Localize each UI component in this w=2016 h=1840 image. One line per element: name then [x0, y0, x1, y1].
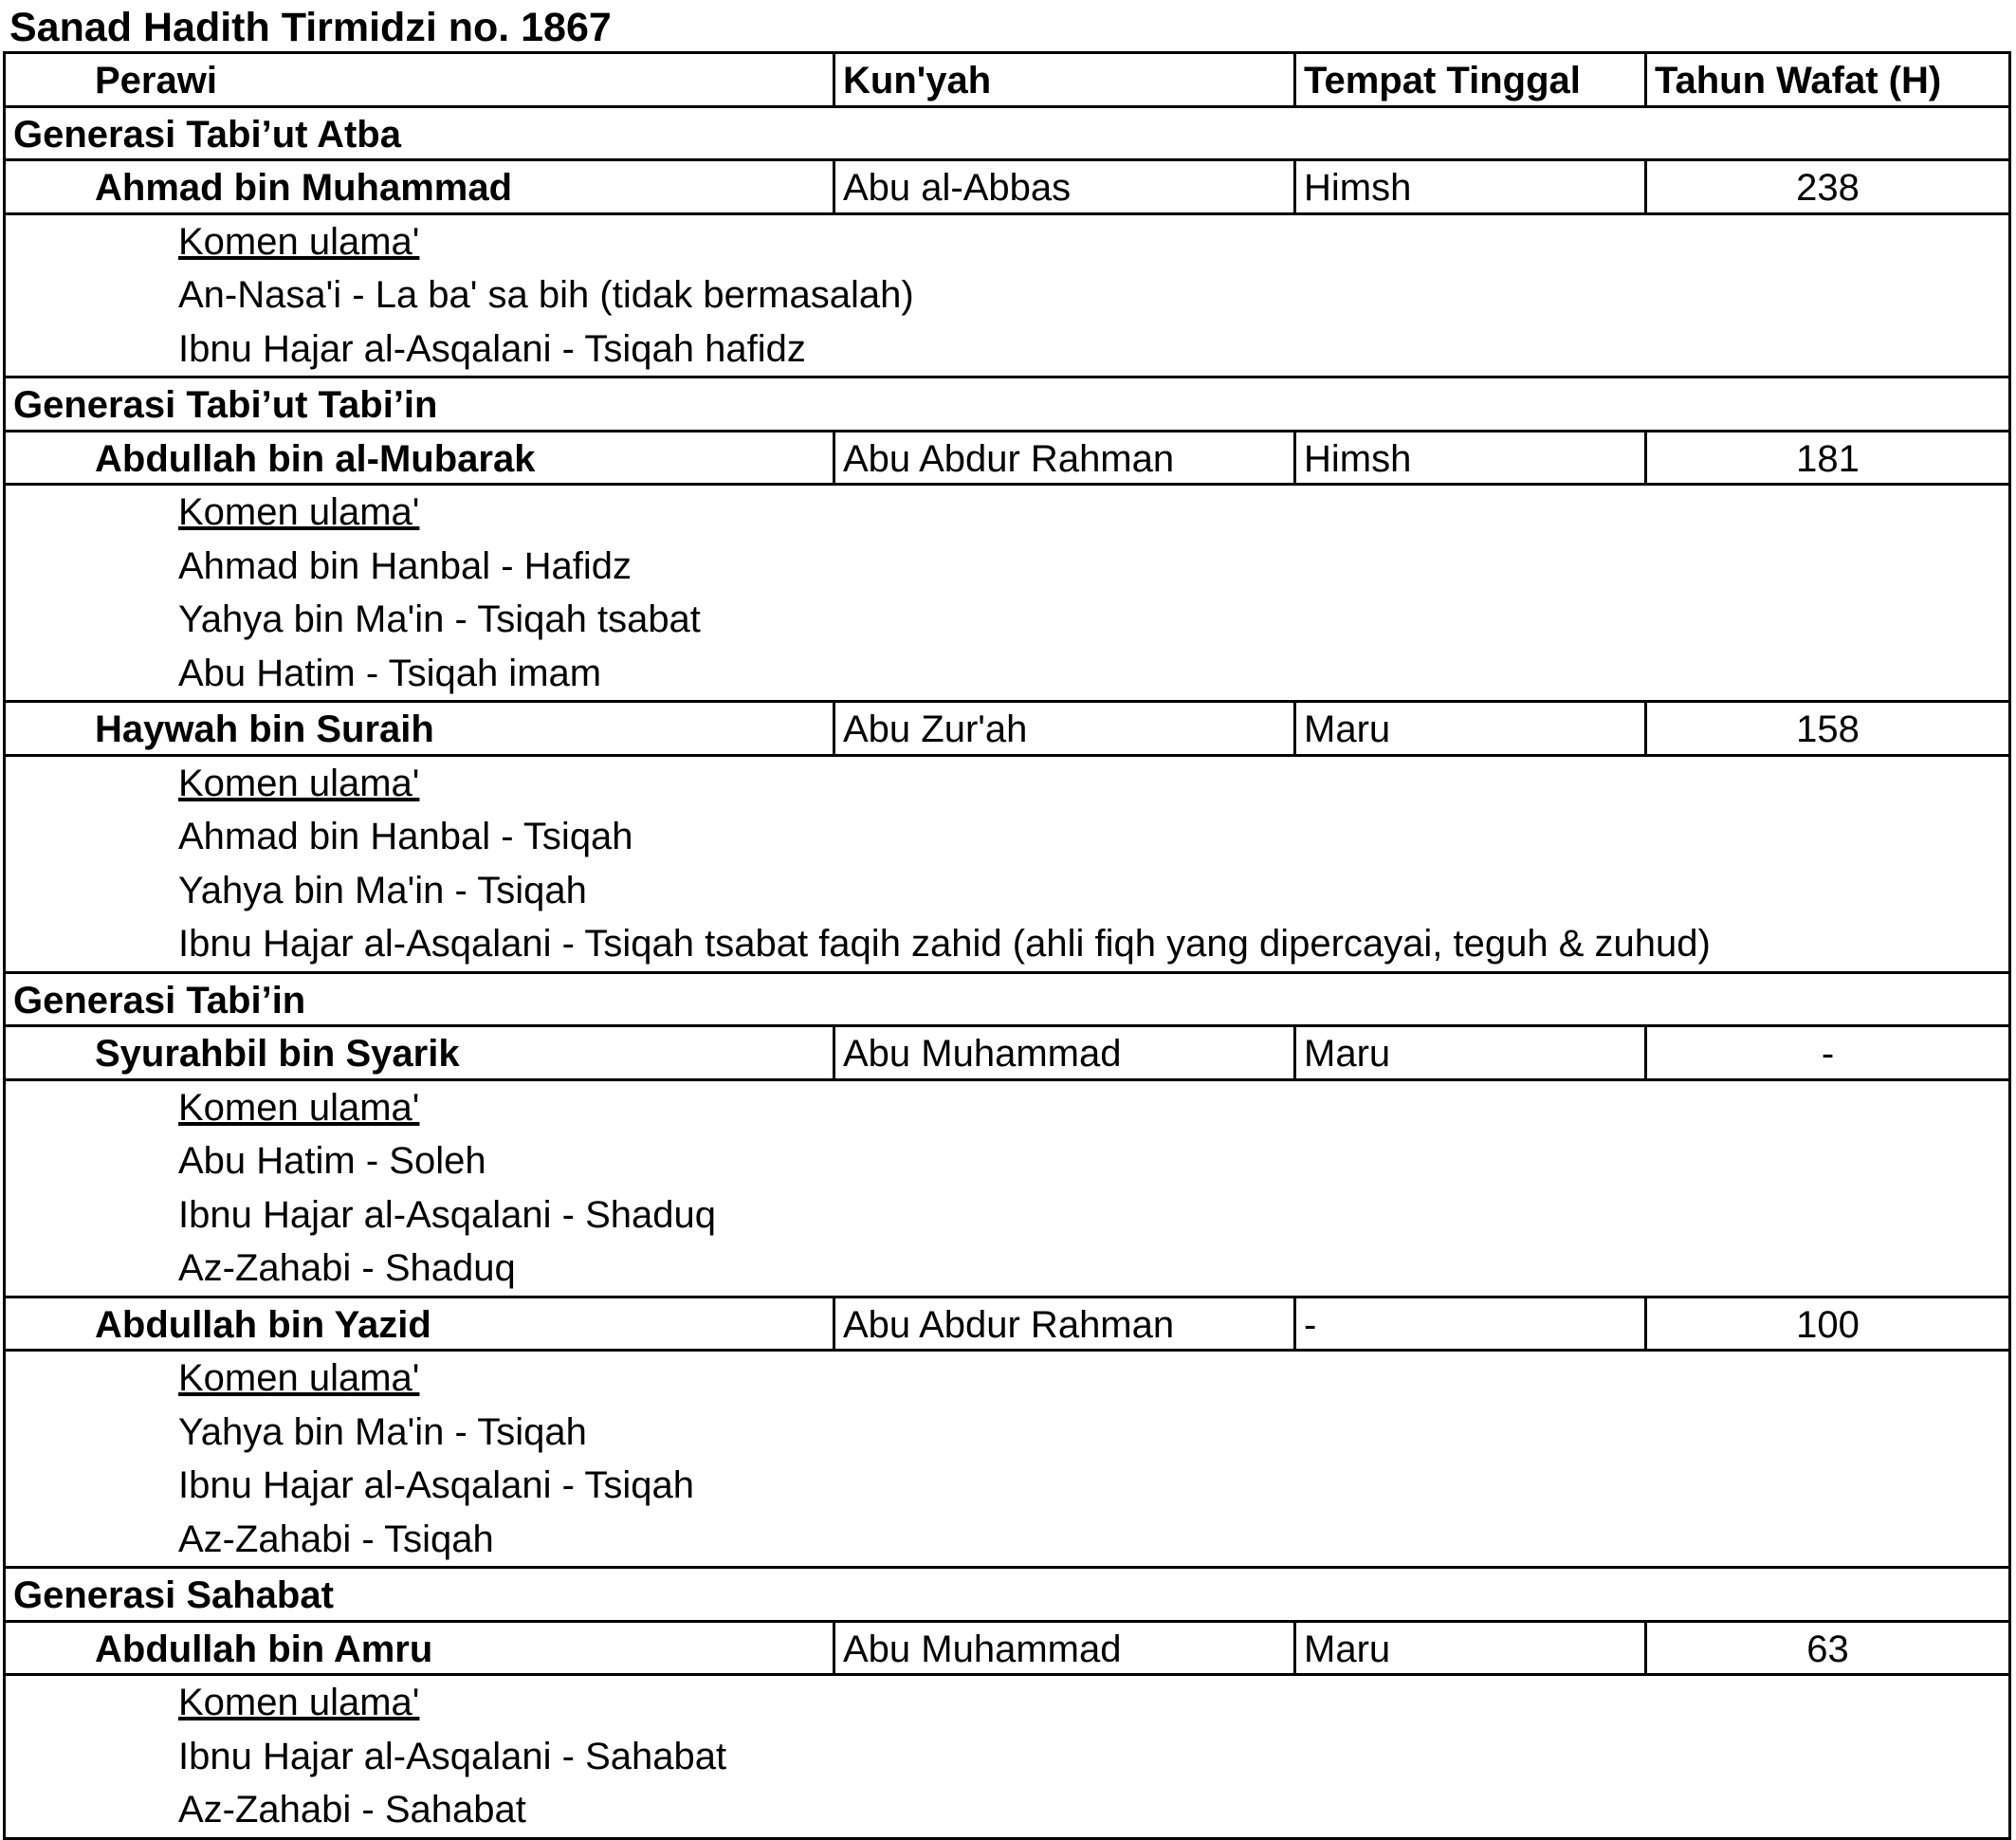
narrator-name: Syurahbil bin Syarik	[95, 1033, 460, 1075]
narrator-kunyah: Abu Zur'ah	[833, 703, 1293, 754]
generation-row	[6, 974, 2008, 1028]
generation-label: Generasi Sahabat	[13, 1574, 334, 1616]
table-header	[6, 54, 2008, 108]
comment-line: Az-Zahabi - Shaduq	[178, 1247, 516, 1289]
comment-line: Ibnu Hajar al-Asqalani - Tsiqah tsabat faqih zahid (ahli fiqh yang dipercayai, teguh & zuhud)	[178, 923, 1711, 965]
comment-line: Yahya bin Ma'in - Tsiqah tsabat	[178, 598, 701, 640]
narrator-row	[6, 1298, 2008, 1352]
comments-block	[6, 1081, 2008, 1298]
comments-block	[6, 1676, 2008, 1840]
narrator-place: Maru	[1293, 703, 1644, 754]
narrator-row	[6, 161, 2008, 215]
narrator-name: Ahmad bin Muhammad	[95, 167, 513, 209]
table-body	[6, 108, 2008, 1840]
comment-line: Yahya bin Ma'in - Tsiqah	[178, 1410, 587, 1453]
narrator-death-year: -	[1644, 1027, 2008, 1078]
narrator-kunyah: Abu Abdur Rahman	[833, 1298, 1293, 1350]
narrator-place: Himsh	[1293, 161, 1644, 212]
narrator-death-year: 63	[1644, 1623, 2008, 1674]
comments-heading: Komen ulama'	[178, 762, 420, 804]
narrator-name: Haywah bin Suraih	[95, 708, 434, 750]
narrator-kunyah: Abu al-Abbas	[833, 161, 1293, 212]
narrator-death-year: 181	[1644, 432, 2008, 484]
generation-label: Generasi Tabi’ut Tabi’in	[13, 384, 438, 426]
page-title: Sanad Hadith Tirmidzi no. 1867	[9, 5, 612, 50]
comment-line: Ibnu Hajar al-Asqalani - Sahabat	[178, 1735, 727, 1777]
comment-line: An-Nasa'i - La ba' sa bih (tidak bermasalah)	[178, 274, 914, 316]
comment-line: Abu Hatim - Tsiqah imam	[178, 652, 602, 694]
comments-block	[6, 486, 2008, 703]
narrator-death-year: 100	[1644, 1298, 2008, 1350]
narrator-row	[6, 1027, 2008, 1081]
narrator-name: Abdullah bin Amru	[95, 1628, 433, 1670]
comment-line: Ibnu Hajar al-Asqalani - Shaduq	[178, 1193, 717, 1236]
narrator-row	[6, 432, 2008, 487]
narrator-place: Himsh	[1293, 432, 1644, 484]
generation-row	[6, 378, 2008, 432]
narrator-row	[6, 1623, 2008, 1677]
comments-heading: Komen ulama'	[178, 220, 420, 263]
comment-line: Abu Hatim - Soleh	[178, 1140, 486, 1182]
narrator-place: Maru	[1293, 1027, 1644, 1078]
comments-heading: Komen ulama'	[178, 1682, 420, 1723]
generation-row	[6, 1569, 2008, 1623]
column-header-tempat-tinggal: Tempat Tinggal	[1293, 54, 1644, 105]
narrator-row	[6, 703, 2008, 757]
column-header-tahun-wafat: Tahun Wafat (H)	[1644, 54, 2008, 105]
comments-block	[6, 757, 2008, 974]
generation-row	[6, 108, 2008, 162]
comment-line: Az-Zahabi - Sahabat	[178, 1789, 526, 1831]
comment-line: Ibnu Hajar al-Asqalani - Tsiqah hafidz	[178, 327, 806, 370]
comments-heading: Komen ulama'	[178, 491, 420, 533]
comment-line: Ibnu Hajar al-Asqalani - Tsiqah	[178, 1464, 695, 1506]
narrator-place: Maru	[1293, 1623, 1644, 1674]
comment-line: Yahya bin Ma'in - Tsiqah	[178, 869, 587, 911]
narrator-kunyah: Abu Abdur Rahman	[833, 432, 1293, 484]
comment-line: Ahmad bin Hanbal - Tsiqah	[178, 816, 633, 857]
sanad-table	[3, 51, 2011, 1840]
comment-line: Ahmad bin Hanbal - Hafidz	[178, 544, 632, 587]
column-header-perawi: Perawi	[95, 60, 217, 101]
comments-block	[6, 1352, 2008, 1569]
column-header-kunyah: Kun'yah	[833, 54, 1293, 105]
narrator-name: Abdullah bin Yazid	[95, 1303, 431, 1346]
comments-block	[6, 215, 2008, 379]
generation-label: Generasi Tabi’ut Atba	[13, 113, 401, 156]
generation-label: Generasi Tabi’in	[13, 979, 306, 1021]
narrator-kunyah: Abu Muhammad	[833, 1623, 1293, 1674]
narrator-name: Abdullah bin al-Mubarak	[95, 437, 536, 480]
narrator-place: -	[1293, 1298, 1644, 1350]
comments-heading: Komen ulama'	[178, 1086, 420, 1129]
comments-heading: Komen ulama'	[178, 1357, 420, 1399]
comment-line: Az-Zahabi - Tsiqah	[178, 1518, 494, 1560]
narrator-death-year: 238	[1644, 161, 2008, 212]
narrator-kunyah: Abu Muhammad	[833, 1027, 1293, 1078]
narrator-death-year: 158	[1644, 703, 2008, 754]
